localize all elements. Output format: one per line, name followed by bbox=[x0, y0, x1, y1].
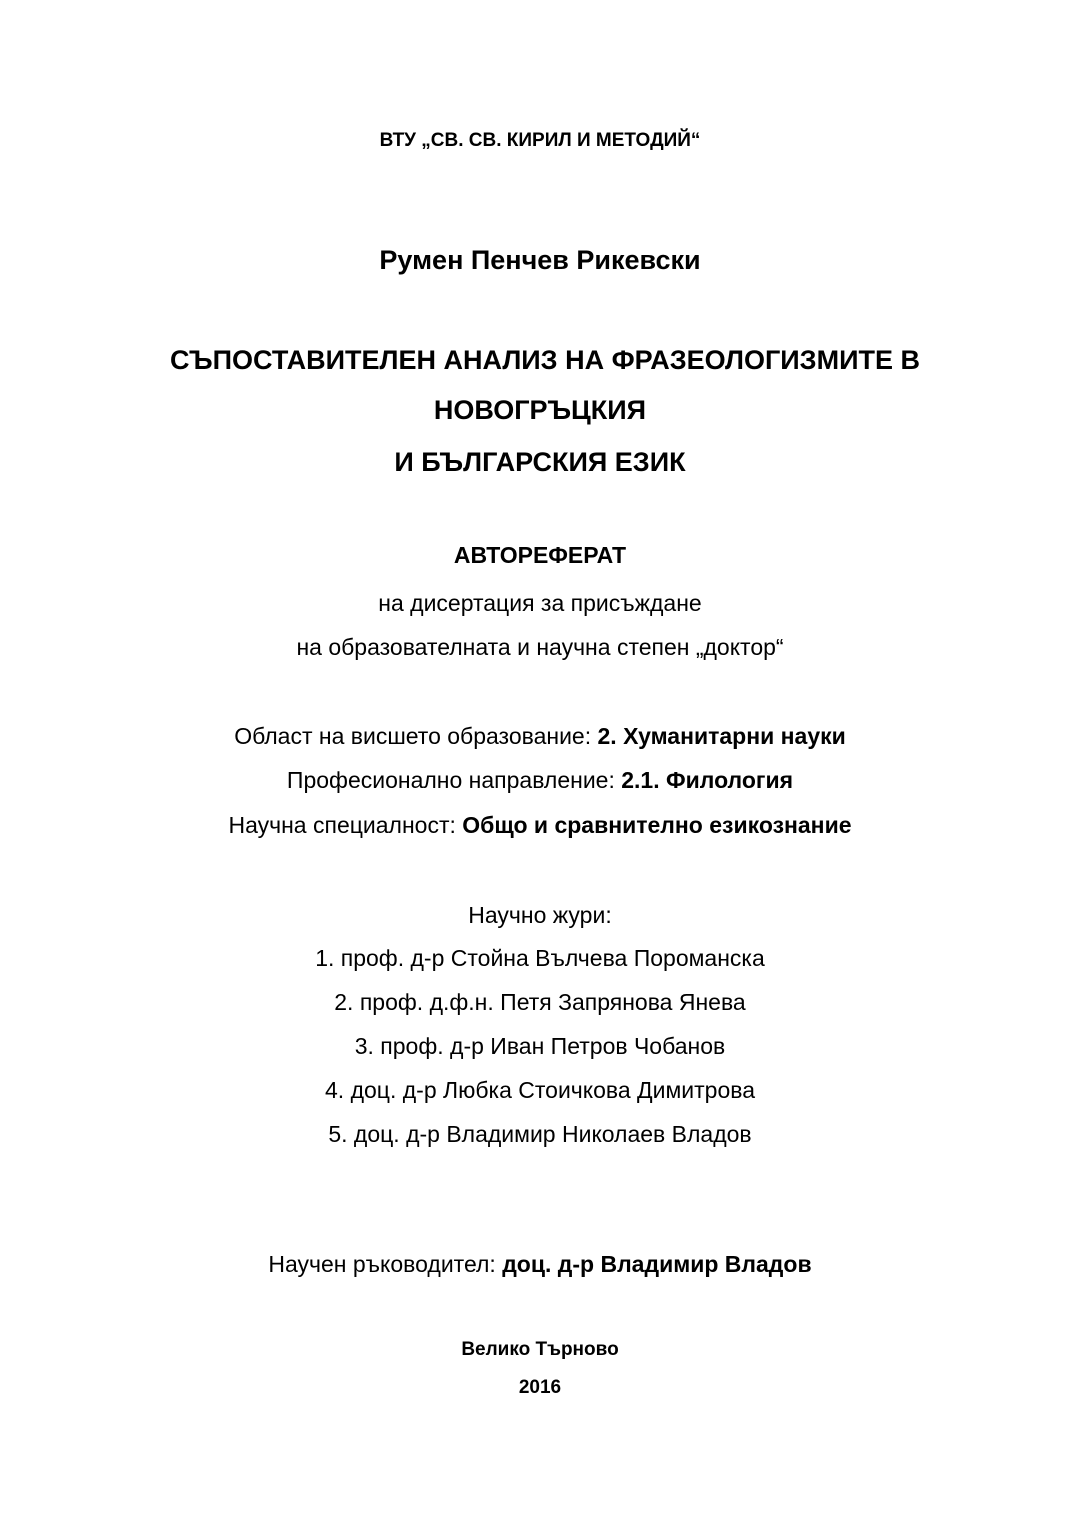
city: Велико Търново bbox=[461, 1339, 619, 1360]
thesis-title-line-1: СЪПОСТАВИТЕЛЕН АНАЛИЗ НА ФРАЗЕОЛОГИЗМИТЕ В bbox=[169, 345, 920, 375]
subtitle-line-1: на дисертация за присъждане bbox=[378, 590, 702, 616]
field-label: Област на висшето образование: bbox=[234, 723, 598, 749]
field-value: 2. Хуманитарни науки bbox=[597, 723, 846, 749]
jury-list bbox=[0, 945, 1080, 1165]
document-type: АВТОРЕФЕРАТ bbox=[453, 542, 627, 568]
supervisor-label: Научен ръководител: bbox=[268, 1251, 503, 1277]
jury-member: 5. доц. д-р Владимир Николаев Владов bbox=[328, 1121, 752, 1147]
field-label: Научна специалност: bbox=[228, 812, 463, 838]
jury-member: 3. проф. д-р Иван Петров Чобанов bbox=[354, 1033, 726, 1059]
jury-heading: Научно жури: bbox=[468, 902, 612, 928]
field-scientific-specialty bbox=[0, 812, 1080, 838]
year: 2016 bbox=[518, 1377, 562, 1398]
jury-member: 1. проф. д-р Стойна Вълчева Пороманска bbox=[315, 945, 765, 971]
field-professional-direction bbox=[0, 767, 1080, 793]
author-name: Румен Пенчев Рикевски bbox=[379, 245, 701, 275]
supervisor bbox=[0, 1251, 1080, 1277]
thesis-title-line-3: И БЪЛГАРСКИЯ ЕЗИК bbox=[394, 447, 686, 477]
jury-member: 4. доц. д-р Любка Стоичкова Димитрова bbox=[325, 1077, 755, 1103]
jury-member: 2. проф. д.ф.н. Петя Запрянова Янева bbox=[334, 989, 746, 1015]
supervisor-name: доц. д-р Владимир Владов bbox=[502, 1251, 812, 1277]
thesis-title-line-2: НОВОГРЪЦКИЯ bbox=[433, 395, 647, 425]
field-value: Общо и сравнително езикознание bbox=[462, 812, 852, 838]
field-higher-education bbox=[0, 723, 1080, 749]
subtitle-line-2: на образователната и научна степен „доктор“ bbox=[296, 634, 784, 660]
field-label: Професионално направление: bbox=[286, 767, 622, 793]
university-name: ВТУ „СВ. СВ. КИРИЛ И МЕТОДИЙ“ bbox=[379, 130, 701, 151]
field-value: 2.1. Филология bbox=[621, 767, 794, 793]
